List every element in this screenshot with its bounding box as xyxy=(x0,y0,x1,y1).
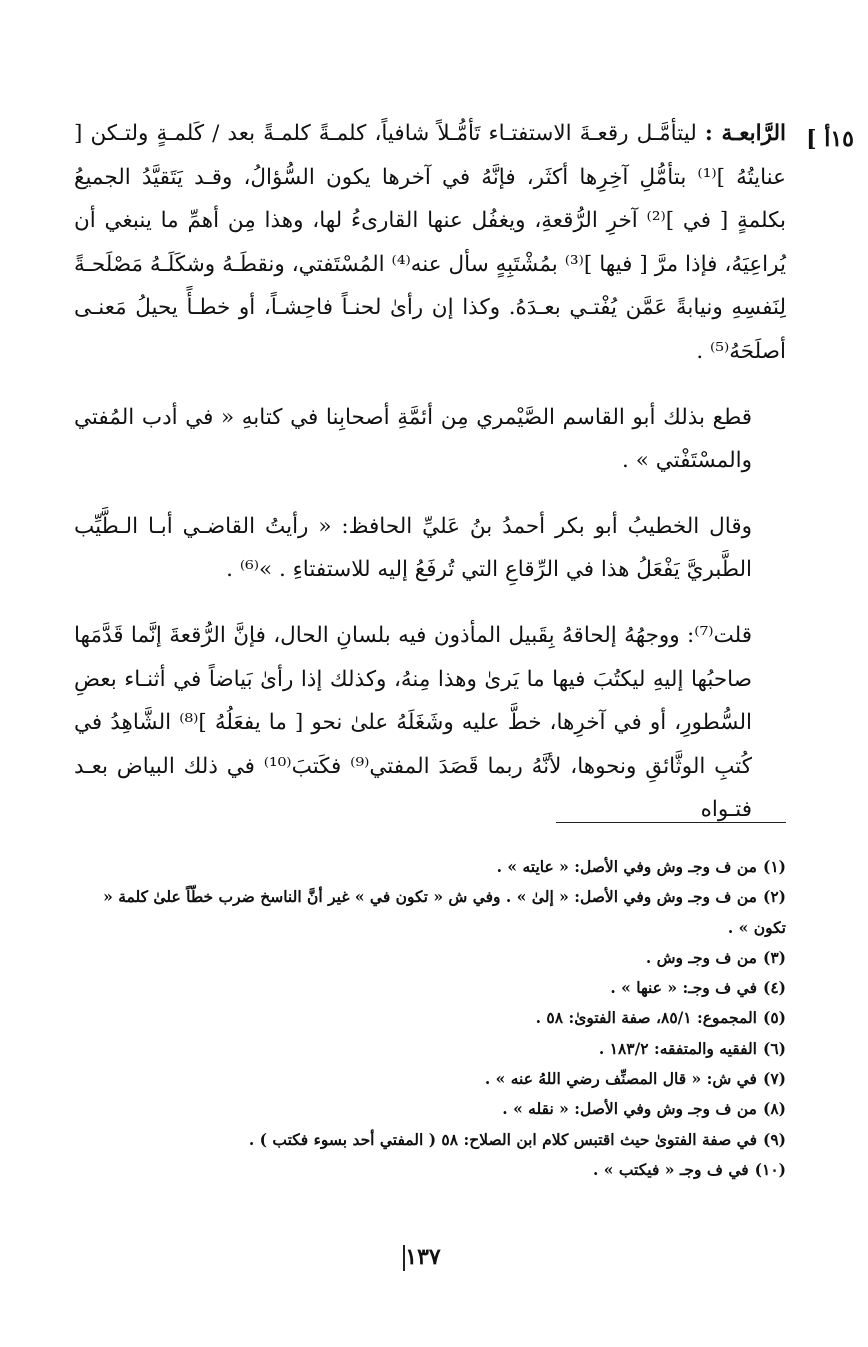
footnote-number: (١٠) xyxy=(754,1159,786,1179)
paragraph-text: قطع بذلك أبو القاسم الصَّيْمري مِن أئمَّةِ أصحابِنا في كتابهِ « في أدب المُفتي والمسْتَفْتي » . xyxy=(74,404,752,474)
footnote xyxy=(74,1034,786,1064)
footnote-separator-rule xyxy=(556,822,786,823)
footnote xyxy=(74,973,786,1003)
footnotes-section xyxy=(74,852,786,1185)
footnote xyxy=(74,1094,786,1124)
footnote-text: الفقيه والمتفقه: ١٨٣/٢ . xyxy=(598,1038,757,1058)
footnote-number: (٧) xyxy=(762,1069,786,1089)
main-body-text xyxy=(74,112,786,832)
footnote xyxy=(74,852,786,882)
page-number-value: ١٣٧ xyxy=(405,1244,441,1270)
footnote-number: (٤) xyxy=(762,978,786,998)
footnote xyxy=(74,882,786,943)
footnote-number: (٣) xyxy=(762,947,786,967)
paragraph-text: وقال الخطيبُ أبو بكر أحمدُ بنُ عَليِّ الحافظ: « رأيتُ القاضـي أبـا الـطَّيِّب الطَّبريَّ يَفْعَلُ هذا في الرِّقاعِ التي تُرفَعُ إليه للاستفتاءِ . »⁽⁶⁾ . xyxy=(74,513,752,583)
footnote-text: في ف وجـ « فيكتب » . xyxy=(592,1159,749,1179)
footnote-number: (٩) xyxy=(762,1129,786,1149)
footnote-text: من ف وجـ وش وفي الأصل: « نقله » . xyxy=(502,1099,757,1119)
paragraph-4 xyxy=(74,614,786,832)
paragraph-3 xyxy=(74,505,786,592)
footnote-number: (١) xyxy=(762,857,786,876)
footnote xyxy=(74,943,786,973)
footnote-number: (٦) xyxy=(762,1038,786,1058)
footnote xyxy=(74,1155,786,1185)
paragraph-text: ليتأمَّـل رقعـةَ الاستفتـاء تَأمُّـلاً شافياً، كلمـةً كلمـةً بعد / كَلمـةٍ ولتـكن [ عنايتُهُ ]⁽¹⁾ بتأمُّلِ آخِرِها أكثَر، فإنَّهُ في آخرها يكون السُّؤالُ، وقـد يَتَقيَّدُ الجميعُ بكلمةٍ [ في ]⁽²⁾ آخرِ الرُّقعةِ، ويغفُل عنها القارىءُ لها، وهذا مِن أهمِّ ما ينبغي أن يُراعِيَهُ، فإذا مرَّ [ فيها ]⁽³⁾ بمُشْتَبِهٍ سأل عنه⁽⁴⁾ المُسْتَفتي، ونقطَـهُ وشكَلَـهُ مَصْلَحـةً لِنَفسِهِ ونيابةً عَمَّن يُفْتـي بعـدَهُ. وكذا إن رأىٰ لحنـاً فاحِشـاً، أو خطـأً يحيلُ مَعنـى أصلَحَهُ⁽⁵⁾ . xyxy=(74,121,786,364)
paragraph-lead-word: الرَّابعـة : xyxy=(704,121,786,146)
footnote-text: في صفة الفتوىٰ حيث اقتبس كلام ابن الصلاح: ٥٨ ( المفتي أحد بسوء فكتب ) . xyxy=(248,1129,757,1149)
footnote-number: (٨) xyxy=(762,1099,786,1119)
footnote-number: (٢) xyxy=(762,887,786,907)
footnote-text: في ش: « قال المصنِّف رضي اللهُ عنه » . xyxy=(484,1069,757,1089)
footnote-number: (٥) xyxy=(762,1008,786,1028)
footnote-text: من ف وجـ وش وفي الأصل: « إلىٰ » . وفي ش « تكون في » غير أنَّ الناسخ ضرب خطّاً علىٰ كلمة « تكون » . xyxy=(103,887,786,937)
footnote-text: المجموع: ٨٥/١، صفة الفتوىٰ: ٥٨ . xyxy=(535,1008,757,1028)
footnote-text: في ف وجـ: « عنها » . xyxy=(610,978,757,998)
paragraph-text: قلت⁽⁷⁾: ووجهُهُ إلحاقهُ بِقَبيل المأذون فيه بلسانِ الحال، فإنَّ الرُّقعةَ إنَّما قَدَّمَها صاحبُها إليهِ ليكتُبَ فيها ما يَرىٰ وهذا مِنهُ، وكذلك إذا رأىٰ بَياضاً في أثنـاء بعضِ السُّطورِ، أو في آخرِها، خطَّ عليه وشَغَلَهُ علىٰ نحو [ ما يفعَلُهُ ]⁽⁸⁾ الشَّاهِدُ في كُتبِ الوثَّائقِ ونحوها، لأنَّهُ ربما قَصَدَ المفتي⁽⁹⁾ فكَتبَ⁽¹⁰⁾ في ذلك البياض بعـد فتـواه xyxy=(74,622,753,823)
footnote xyxy=(74,1064,786,1094)
folio-margin-reference: ١٥أ ] xyxy=(806,126,854,152)
paragraph-1 xyxy=(74,112,786,374)
footnote xyxy=(74,1125,786,1155)
paragraph-2 xyxy=(74,396,786,483)
footnote xyxy=(74,1003,786,1033)
footnote-text: من ف وجـ وش . xyxy=(645,947,757,967)
page-number xyxy=(380,1244,460,1271)
footnote-text: من ف وجـ وش وفي الأصل: « عايته » . xyxy=(496,857,757,876)
